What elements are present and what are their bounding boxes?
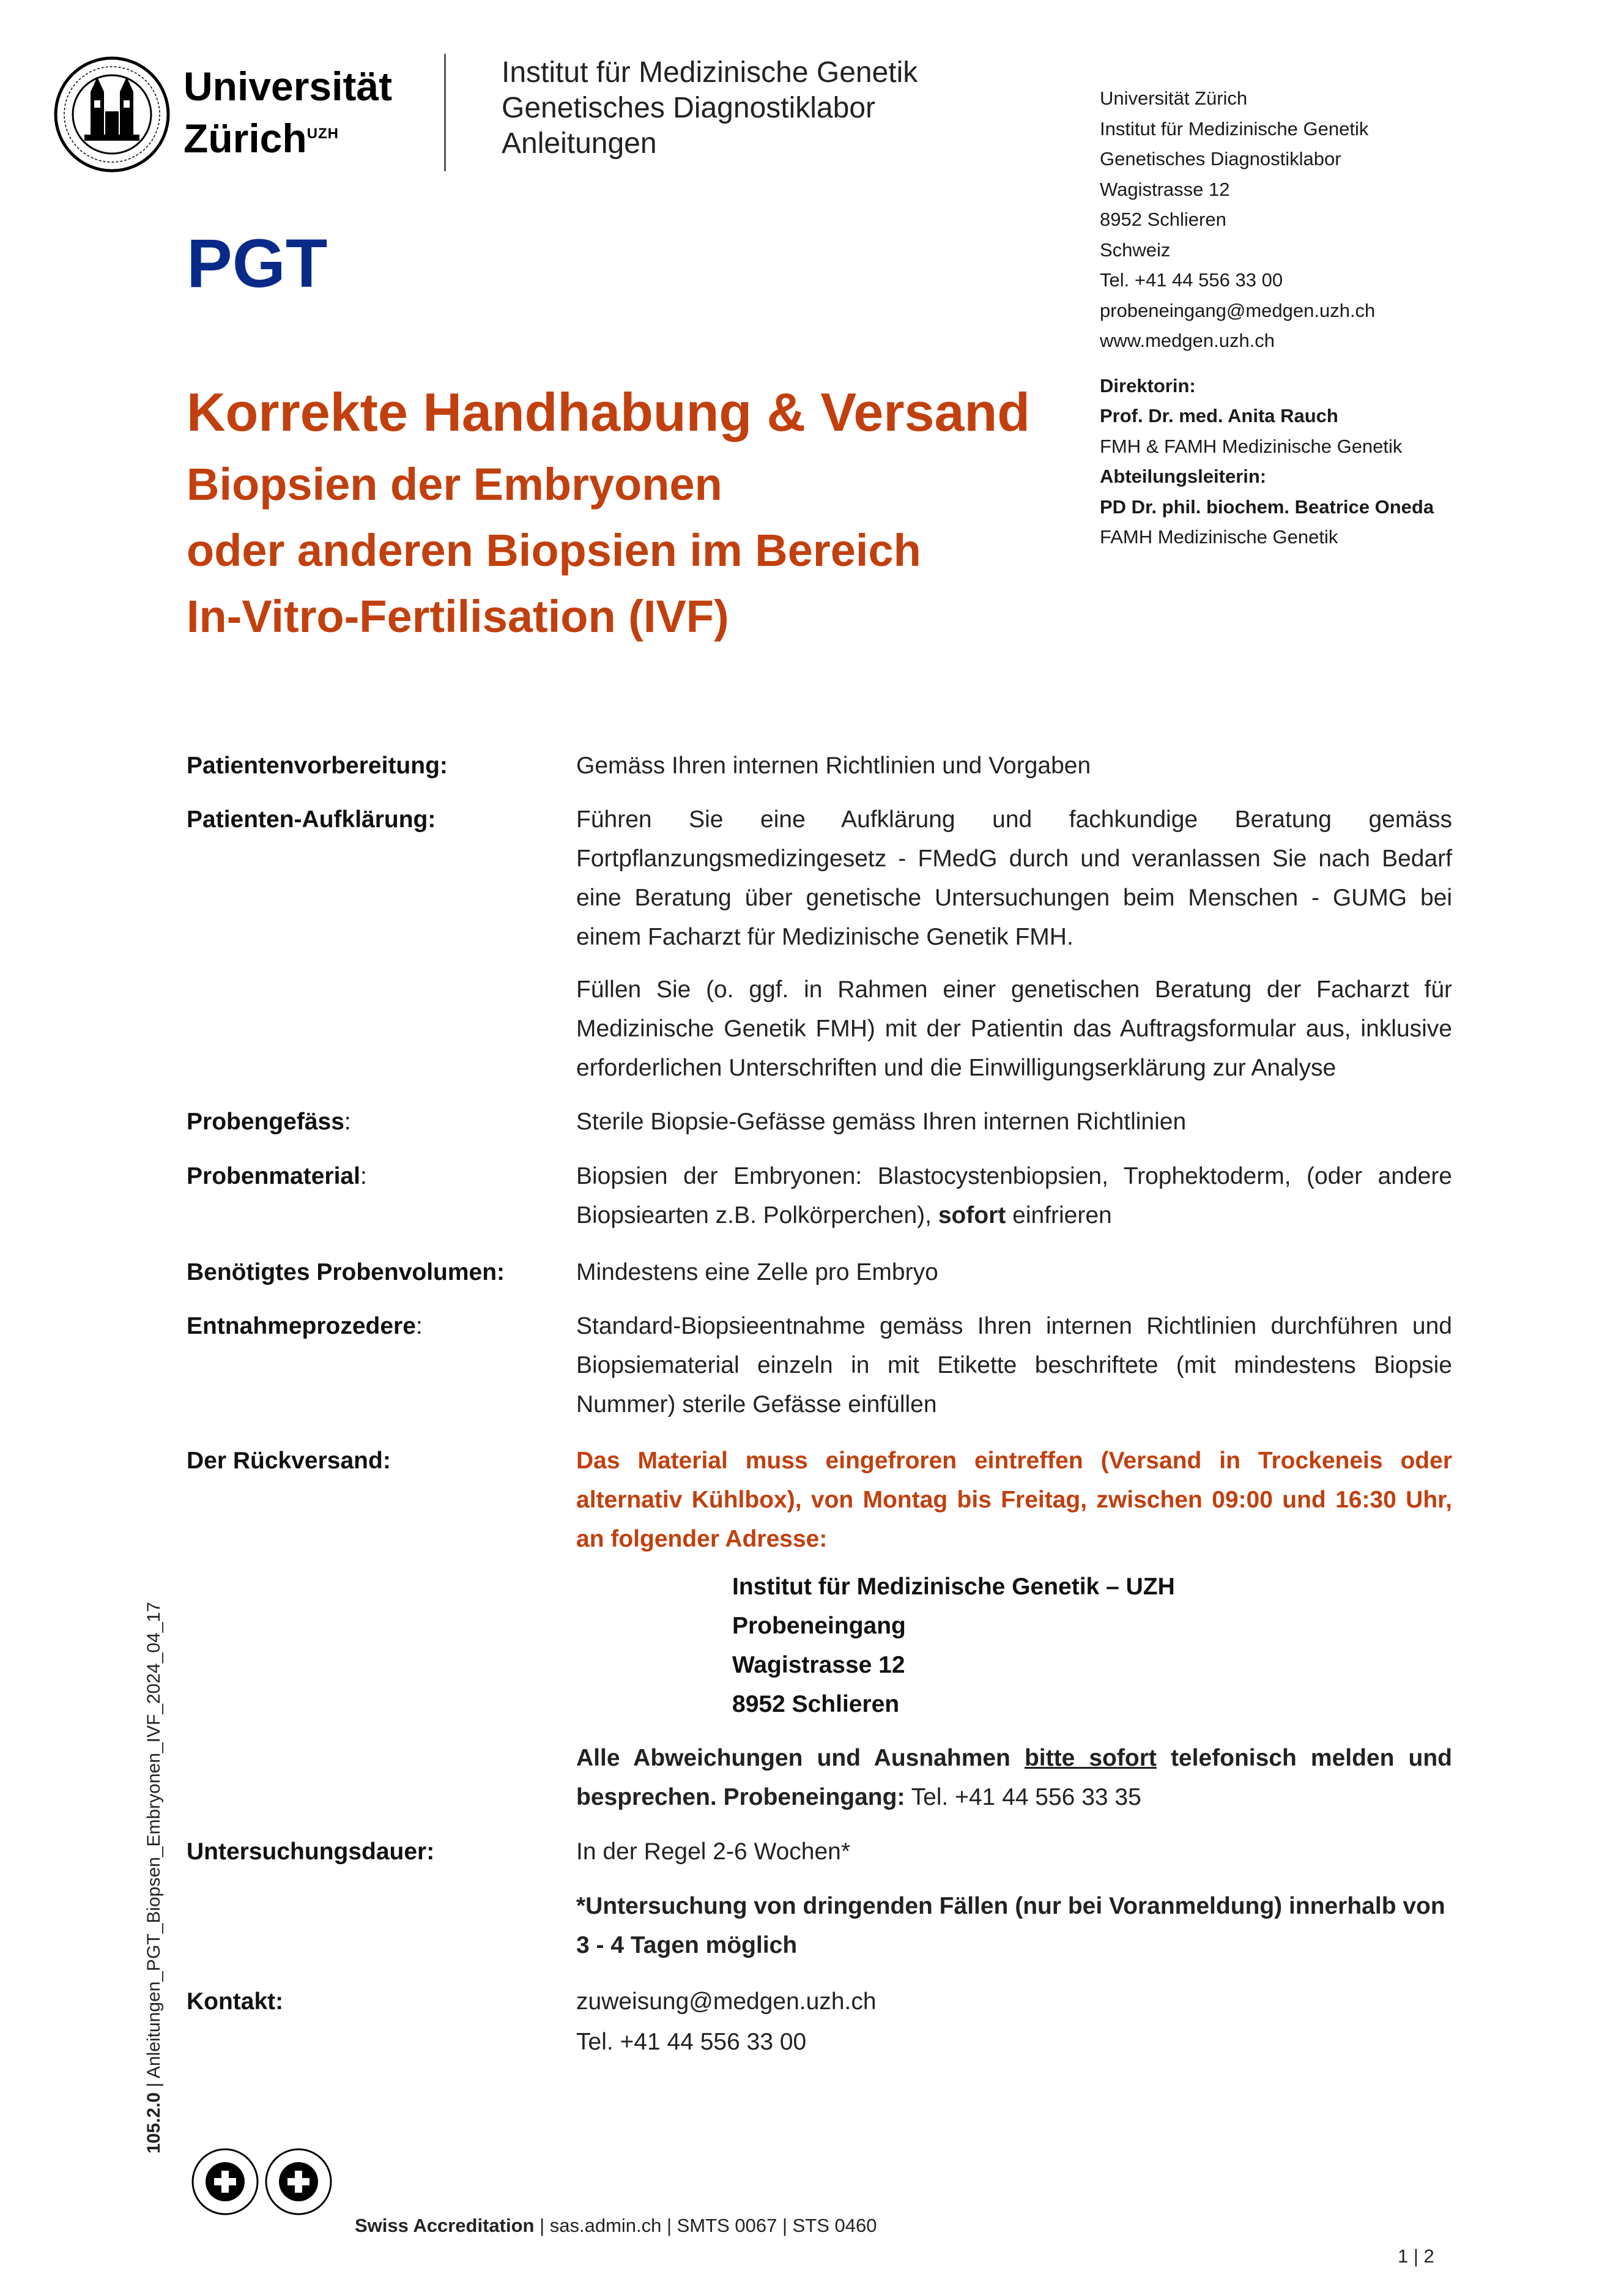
head-label: Abteilungsleiterin: (1100, 466, 1267, 487)
document-code: PGT (187, 225, 328, 302)
university-name-line1: Universität (184, 64, 393, 109)
label-probenvolumen: Benötigtes Probenvolumen: (187, 1259, 505, 1285)
address-line: Genetisches Diagnostiklabor (1100, 148, 1341, 169)
university-name-line2: Zürich$^{UZH}$ (184, 116, 339, 161)
value-probenmaterial: Biopsien der Embryonen: Blastocystenbiopsien, Trophektoderm, (oder andere Biopsiearten z.B. Polkörperchen), sofort einfrieren (576, 1163, 1452, 1229)
probeneingang-phone: Tel. +41 44 556 33 35 (905, 1784, 1141, 1810)
director-label: Direktorin: (1100, 374, 1196, 396)
swiss-accreditation-seal-icon (264, 2147, 333, 2216)
footer-accreditation: Swiss Accreditation | sas.admin.ch | SMTS 0067 | STS 0460 (355, 2215, 877, 2236)
institute-line: Anleitungen (502, 127, 657, 160)
header-divider (444, 54, 446, 171)
director-name: Prof. Dr. med. Anita Rauch (1100, 405, 1338, 426)
shipping-note: Alle Abweichungen und Ausnahmen bitte sofort telefonisch melden und besprechen. Probeneingang: Tel. +41 44 556 33 35 (576, 1745, 1452, 1810)
institute-line: Genetisches Diagnostiklabor (502, 92, 875, 124)
uzh-suffix: UZH (306, 125, 339, 142)
email-link[interactable]: probeneingang@medgen.uzh.ch (1100, 299, 1376, 321)
website-link[interactable]: www.medgen.uzh.ch (1100, 330, 1275, 351)
emphasis-sofort: sofort (938, 1202, 1006, 1229)
phone-line: Tel. +41 44 556 33 00 (1100, 269, 1283, 291)
label-rueckversand: Der Rückversand: (187, 1448, 391, 1474)
label-probengefaess: Probengefäss: (187, 1109, 351, 1135)
address-line: Universität Zürich (1100, 87, 1248, 109)
value-probengefaess: Sterile Biopsie-Gefässe gemäss Ihren internen Richtlinien (576, 1109, 1187, 1135)
value-patienten-aufklaerung-1: Führen Sie eine Aufklärung und fachkundige Beratung gemäss Fortpflanzungsmedizingesetz - FMedG durch und veranlassen Sie nach Bedarf eine Beratung über genetische Untersuchungen beim Menschen - GUMG bei einem Facharzt für Medizinische Genetik FMH. (576, 806, 1452, 950)
contact-address-block (1100, 83, 1434, 552)
contact-email[interactable]: zuweisung@medgen.uzh.ch (576, 1988, 877, 2015)
shipping-address-line: 8952 Schlieren (732, 1691, 900, 1717)
value-patientenvorbereitung: Gemäss Ihren internen Richtlinien und Vorgaben (576, 753, 1091, 779)
director-title: FMH & FAMH Medizinische Genetik (1100, 435, 1403, 457)
value-rueckversand: Das Material muss eingefroren eintreffen (Versand in Trockeneis oder alternativ Kühlbox), von Montag bis Freitag, zwischen 09:00 und 16:30 Uhr, an folgender Adresse: (576, 1448, 1452, 1552)
swiss-accreditation-seal-icon (191, 2147, 259, 2216)
address-line: Institut für Medizinische Genetik (1100, 117, 1369, 139)
page-subtitle (187, 452, 921, 650)
university-name (184, 62, 392, 162)
label-patientenvorbereitung: Patientenvorbereitung: (187, 753, 448, 779)
subtitle-line: Biopsien der Embryonen (187, 459, 722, 510)
address-line: Wagistrasse 12 (1100, 178, 1230, 200)
document-id-vertical: 105.2.0 | Anleitungen_PGT_Biopsen_Embryonen_IVF_2024_04_17 (144, 1602, 164, 2154)
value-entnahmeprozedere: Standard-Biopsieentnahme gemäss Ihren internen Richtlinien durchführen und Biopsiematerial einzeln in mit Etikette beschriftete (mit mindestens Biopsie Nummer) sterile Gefässe einfüllen (576, 1313, 1452, 1418)
page-number: 1 | 2 (1398, 2245, 1434, 2267)
underlined-bitte-sofort: bitte sofort (1024, 1745, 1157, 1771)
head-name: PD Dr. phil. biochem. Beatrice Oneda (1100, 496, 1434, 518)
urgent-note: *Untersuchung von dringenden Fällen (nur bei Voranmeldung) innerhalb von 3 - 4 Tagen möglich (576, 1893, 1445, 1958)
shipping-address-line: Institut für Medizinische Genetik – UZH (732, 1574, 1175, 1600)
shipping-address-line: Wagistrasse 12 (732, 1652, 905, 1678)
address-line: Schweiz (1100, 239, 1171, 261)
label-untersuchungsdauer: Untersuchungsdauer: (187, 1838, 435, 1865)
contact-phone: Tel. +41 44 556 33 00 (576, 2029, 807, 2055)
label-probenmaterial: Probenmaterial: (187, 1163, 367, 1189)
shipping-address (732, 1567, 1175, 1724)
subtitle-line: oder anderen Biopsien im Bereich (187, 525, 921, 576)
institute-line: Institut für Medizinische Genetik (502, 56, 918, 89)
label-entnahmeprozedere: Entnahmeprozedere: (187, 1313, 423, 1339)
subtitle-line: In-Vitro-Fertilisation (IVF) (187, 591, 729, 642)
address-line: 8952 Schlieren (1100, 209, 1226, 230)
page-title: Korrekte Handhabung & Versand (187, 382, 1030, 442)
university-seal-logo (54, 56, 170, 173)
label-kontakt: Kontakt: (187, 1988, 284, 2015)
shipping-address-line: Probeneingang (732, 1613, 906, 1639)
institute-header (502, 55, 918, 162)
label-patienten-aufklaerung: Patienten-Aufklärung: (187, 806, 436, 833)
head-title: FAMH Medizinische Genetik (1100, 526, 1338, 548)
value-patienten-aufklaerung-2: Füllen Sie (o. ggf. in Rahmen einer genetischen Beratung der Facharzt für Medizinische Genetik FMH) mit der Patientin das Auftragsformular aus, inklusive erforderlichen Unterschriften und die Einwilligungserklärung zur Analyse (576, 976, 1452, 1081)
value-untersuchungsdauer: In der Regel 2-6 Wochen* (576, 1838, 851, 1865)
value-probenvolumen: Mindestens eine Zelle pro Embryo (576, 1259, 938, 1285)
